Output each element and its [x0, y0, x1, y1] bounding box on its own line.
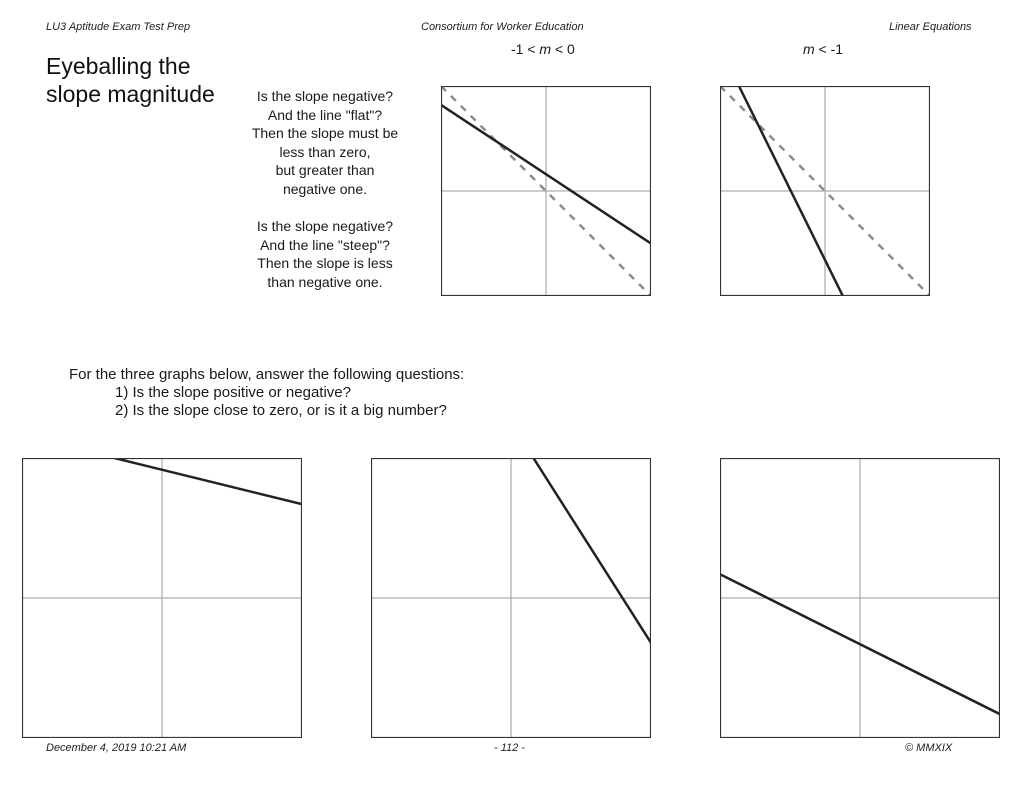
graph-example-flat [441, 86, 651, 296]
label-flat-range: -1 < m < 0 [511, 41, 575, 57]
header-topic: Linear Equations [889, 21, 972, 33]
graph-exercise-1 [22, 458, 302, 738]
explanation-flat [232, 87, 418, 198]
exercise-question: 2) Is the slope close to zero, or is it a big number? [115, 402, 447, 419]
explanation-line: than negative one. [267, 273, 383, 290]
explanation-line: Is the slope negative? [256, 88, 394, 104]
graph-exercise-3 [720, 458, 1000, 738]
footer-page-number: - 112 - [494, 742, 525, 754]
header-course: LU3 Aptitude Exam Test Prep [46, 21, 191, 33]
slope-line [533, 458, 651, 643]
page-title [46, 52, 215, 108]
title-line: Eyeballing the [46, 53, 191, 79]
title-line: slope magnitude [46, 81, 215, 107]
graph-exercise-2 [371, 458, 651, 738]
explanation-line: Then the slope must be [251, 125, 399, 141]
header-organization: Consortium for Worker Education [421, 21, 584, 33]
exercise-intro: For the three graphs below, answer the following questions: [69, 366, 465, 383]
explanation-line: negative one. [282, 180, 368, 197]
explanation-line: Is the slope negative? [256, 218, 394, 234]
slope-line [114, 458, 302, 504]
label-steep-range: m < -1 [803, 41, 844, 57]
explanation-line: but greater than [275, 162, 375, 178]
explanation-steep [232, 217, 418, 291]
graph-example-steep [720, 86, 930, 296]
explanation-line: And the line "steep"? [260, 236, 390, 253]
explanation-line: less than zero, [279, 143, 371, 160]
footer-date: December 4, 2019 10:21 AM [46, 742, 187, 754]
explanation-line: Then the slope is less [257, 255, 393, 271]
exercise-question: 1) Is the slope positive or negative? [115, 384, 351, 401]
footer-copyright: © MMXIX [905, 742, 953, 754]
explanation-line: And the line "flat"? [267, 106, 383, 123]
